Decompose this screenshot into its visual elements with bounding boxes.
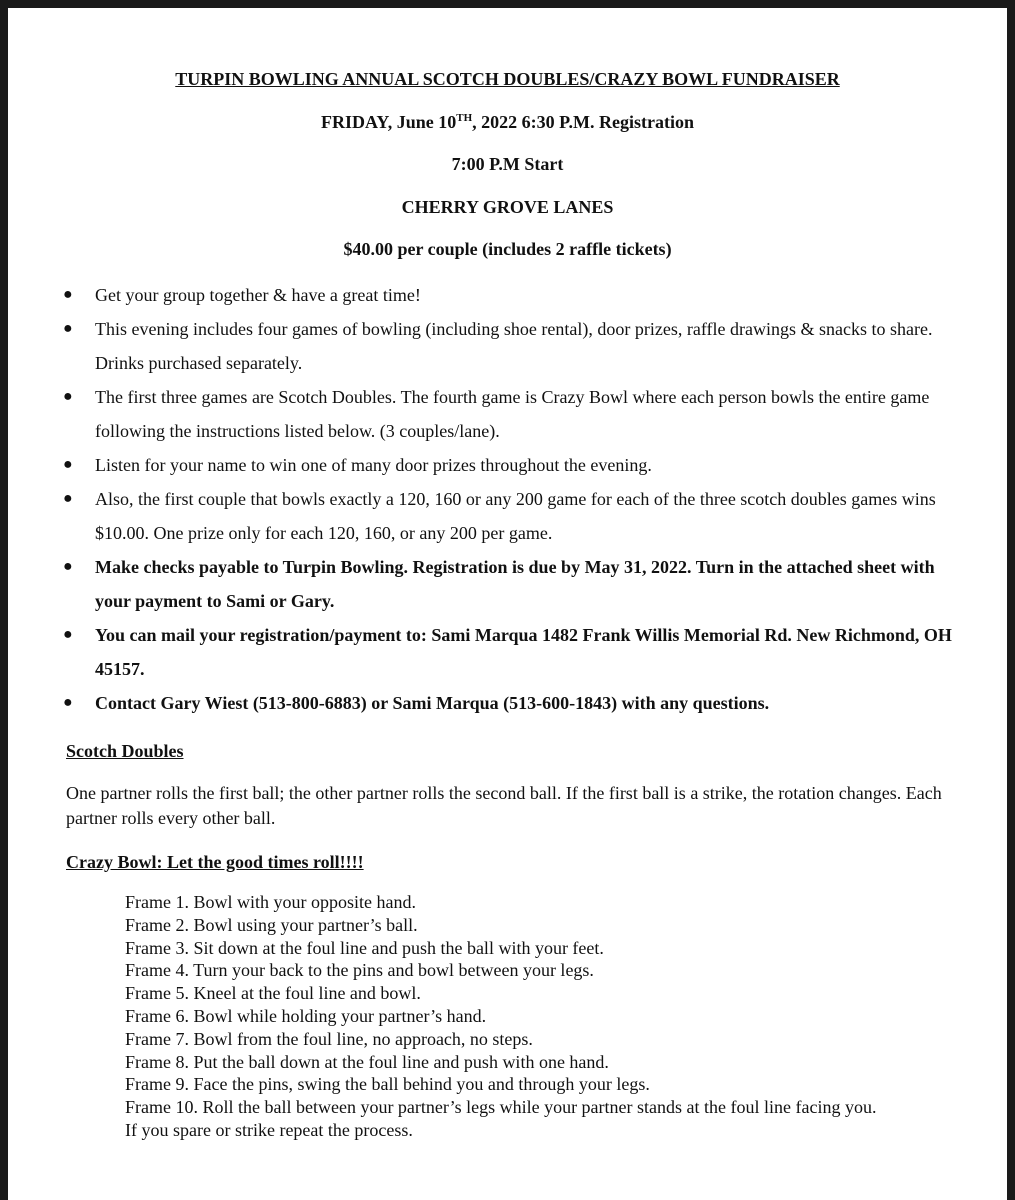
bullet-text: Also, the first couple that bowls exactly a 120, 160 or any 200 game for each of the three scotch doubles games wins $10.00. One prize only for each 120, 160, or any 200 per game. xyxy=(95,489,936,543)
bullet-item xyxy=(0,448,955,482)
event-date-suffix: , 2022 6:30 P.M. Registration xyxy=(472,112,694,132)
bullet-dot-icon: ● xyxy=(63,490,73,507)
frame-instruction: Frame 2. Bowl using your partner’s ball. xyxy=(125,914,418,935)
event-price: $40.00 per couple (includes 2 raffle tickets) xyxy=(343,239,672,259)
event-venue: CHERRY GROVE LANES xyxy=(401,197,614,217)
crazy-bowl-heading: Crazy Bowl: Let the good times roll!!!! xyxy=(66,852,364,872)
bullet-dot-icon: ● xyxy=(63,388,73,405)
event-date-prefix: FRIDAY, June 10 xyxy=(321,112,457,132)
document-title: TURPIN BOWLING ANNUAL SCOTCH DOUBLES/CRAZY BOWL FUNDRAISER xyxy=(175,69,840,89)
frame-instruction: Frame 7. Bowl from the foul line, no approach, no steps. xyxy=(125,1028,533,1049)
bullet-item xyxy=(0,312,955,380)
frame-instruction: Frame 1. Bowl with your opposite hand. xyxy=(125,892,416,912)
bullet-text: Listen for your name to win one of many door prizes throughout the evening. xyxy=(95,455,652,475)
frame-instruction: Frame 3. Sit down at the foul line and push the ball with your feet. xyxy=(125,937,604,958)
frame-instruction: Frame 6. Bowl while holding your partner’s hand. xyxy=(125,1005,487,1026)
scotch-doubles-heading: Scotch Doubles xyxy=(66,741,184,761)
frame-closing-note: If you spare or strike repeat the process. xyxy=(125,1119,413,1140)
scotch-doubles-text: One partner rolls the first ball; the other partner rolls the second ball. If the first ball is a strike, the rotation changes. Each partner rolls every other ball. xyxy=(66,783,942,828)
bullet-dot-icon: ● xyxy=(63,558,73,575)
bullet-dot-icon: ● xyxy=(63,626,73,643)
bullet-item xyxy=(0,278,955,312)
crazy-bowl-frame-list xyxy=(125,891,985,1142)
bullet-text: Contact Gary Wiest (513-800-6883) or Sami Marqua (513-600-1843) with any questions. xyxy=(95,693,770,713)
bullet-text: The first three games are Scotch Doubles. The fourth game is Crazy Bowl where each person bowls the entire game following the instructions listed below. (3 couples/lane). xyxy=(95,387,930,441)
event-date xyxy=(0,111,1015,133)
bullet-text: Get your group together & have a great time! xyxy=(95,285,421,305)
bullet-text: You can mail your registration/payment to: Sami Marqua 1482 Frank Willis Memorial Rd. New Richmond, OH 45157. xyxy=(95,625,952,679)
bullet-item xyxy=(0,550,955,618)
event-start-time: 7:00 P.M Start xyxy=(451,154,564,174)
bullet-text: Make checks payable to Turpin Bowling. Registration is due by May 31, 2022. Turn in the attached sheet with your payment to Sami or Gary. xyxy=(95,557,935,611)
bullet-dot-icon: ● xyxy=(63,320,73,337)
frame-instruction: Frame 5. Kneel at the foul line and bowl. xyxy=(125,983,421,1004)
frame-instruction: Frame 8. Put the ball down at the foul line and push with one hand. xyxy=(125,1051,609,1072)
bullet-dot-icon: ● xyxy=(63,456,73,473)
bullet-item xyxy=(0,380,955,448)
bullet-dot-icon: ● xyxy=(63,286,73,303)
info-bullet-list xyxy=(0,278,1015,720)
bullet-item xyxy=(0,618,955,686)
bullet-text: This evening includes four games of bowling (including shoe rental), door prizes, raffle drawings & snacks to share. Drinks purchased separately. xyxy=(95,319,933,373)
frame-instruction: Frame 4. Turn your back to the pins and bowl between your legs. xyxy=(125,960,594,981)
event-date-superscript: TH xyxy=(456,112,473,124)
bullet-dot-icon: ● xyxy=(63,694,73,711)
bullet-item xyxy=(0,686,955,720)
frame-instruction: Frame 10. Roll the ball between your partner’s legs while your partner stands at the foul line facing you. xyxy=(125,1097,877,1118)
frame-instruction: Frame 9. Face the pins, swing the ball behind you and through your legs. xyxy=(125,1074,650,1095)
bullet-item xyxy=(0,482,955,550)
